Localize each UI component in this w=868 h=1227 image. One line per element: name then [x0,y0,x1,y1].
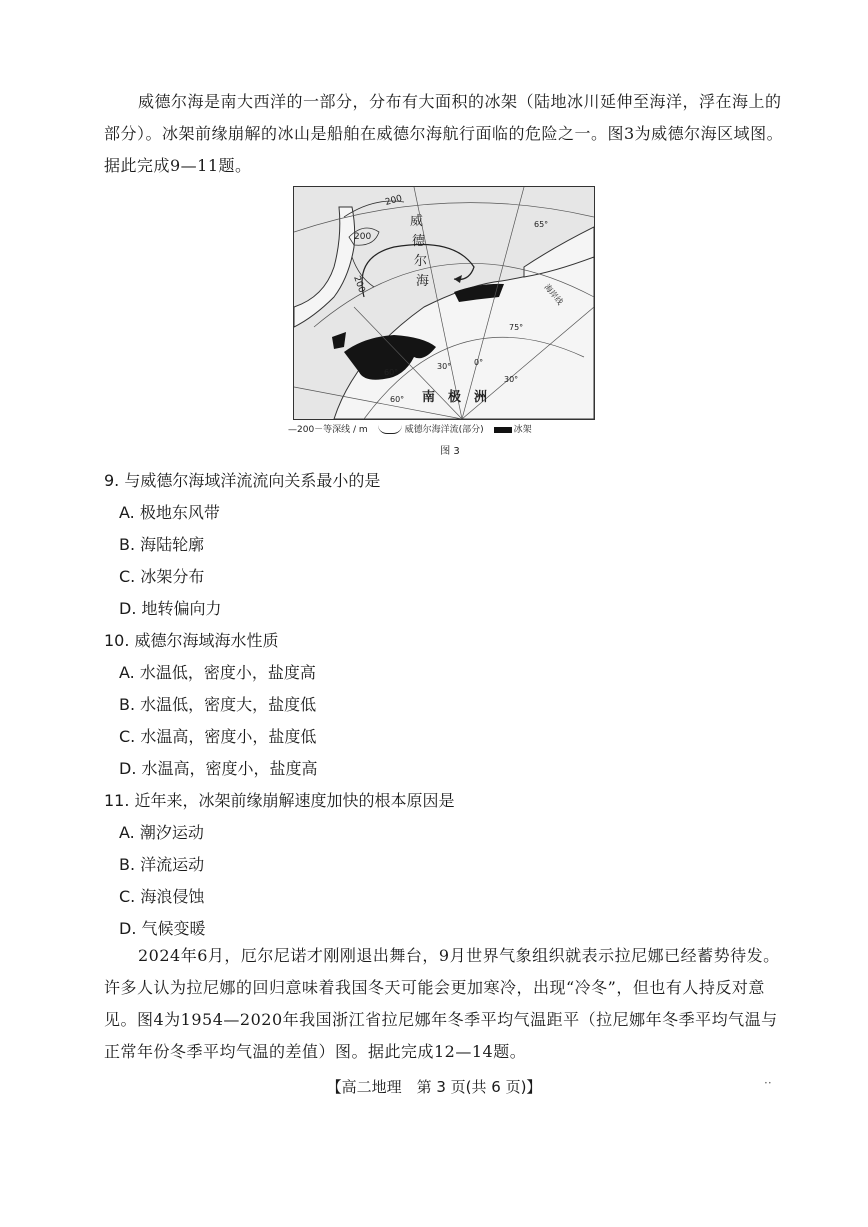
contour-label-2: 200 [354,232,372,242]
lat-label-65: 65° [534,220,549,229]
contour-label-3: 200 [351,274,367,295]
question-9: 9. 与威德尔海域洋流流向关系最小的是 [104,471,381,490]
sea-label-char-2: 德 [412,234,426,249]
lon-label-30w: 30° [437,362,452,371]
coast-label: 海岸线 [542,282,565,307]
question-10-option-b: B. 水温低，密度大，盐度低 [119,695,317,714]
legend-current: 威德尔海洋流(部分) [378,422,484,435]
question-10: 10. 威德尔海域海水性质 [104,631,279,650]
question-10-option-d: D. 水温高，密度小，盐度高 [119,759,318,778]
lon-label-60e: 60° [390,395,405,404]
continent-label: 南 极 洲 [422,390,488,405]
lat-label-75: 75° [509,323,524,332]
legend-ice: 冰架 [494,422,532,435]
question-11-option-b: B. 洋流运动 [119,855,205,874]
page-footer: 【高二地理 第 3 页(共 6 页)】 [326,1078,542,1096]
figure-caption: 图 3 [440,446,460,457]
lon-label-0: 0° [474,358,484,367]
map-svg [294,187,594,419]
question-10-option-c: C. 水温高，密度小，盐度低 [119,727,317,746]
legend-contour: —200－等深线 / m [288,425,368,435]
question-11-option-d: D. 气候变暖 [119,919,206,938]
question-11-option-c: C. 海浪侵蚀 [119,887,205,906]
footer-mark: ·· [764,1076,772,1090]
sea-label-char-4: 海 [416,274,430,289]
antarctic-peninsula [294,207,355,327]
question-10-option-a: A. 水温低，密度小，盐度高 [119,663,316,682]
intro-paragraph-2: 2024年6月，厄尔尼诺才刚刚退出舞台，9月世界气象组织就表示拉尼娜已经蓄势待发。许多人认为拉尼娜的回归意味着我国冬天可能会更加寒冷，出现“冷冬”，但也有人持反对意见。图4为1954—2020年我国浙江省拉尼娜年冬季平均气温距平（拉尼娜年冬季平均气温与正常年份冬季平均气温的差值）图。据此完成12—14题。 [104,946,780,1061]
intro-paragraph-1: 威德尔海是南大西洋的一部分，分布有大面积的冰架（陆地冰川延伸至海洋，浮在海上的部分）。冰架前缘崩解的冰山是船舶在威德尔海航行面临的危险之一。图3为威德尔海区域图。据此完成9—11题。 [104,92,784,175]
question-9-option-b: B. 海陆轮廓 [119,535,205,554]
contour-label-1: 200 [384,193,404,208]
map-legend [288,422,608,435]
lon-label-30e: 30° [504,375,519,384]
current-arrow [454,275,462,283]
question-9-option-a: A. 极地东风带 [119,503,220,522]
weddell-sea-map [293,186,595,420]
question-9-option-c: C. 冰架分布 [119,567,205,586]
lon-label-60w: 60° [384,368,399,377]
question-11: 11. 近年来，冰架前缘崩解速度加快的根本原因是 [104,791,455,810]
current-line-icon [378,425,402,434]
question-11-option-a: A. 潮汐运动 [119,823,204,842]
weddell-current [362,245,474,298]
ice-shelf-small [332,332,346,349]
question-9-option-d: D. 地转偏向力 [119,599,222,618]
ice-shelf-swatch-icon [494,427,512,433]
sea-label-char-3: 尔 [414,254,428,269]
sea-label-char-1: 威 [410,214,424,229]
